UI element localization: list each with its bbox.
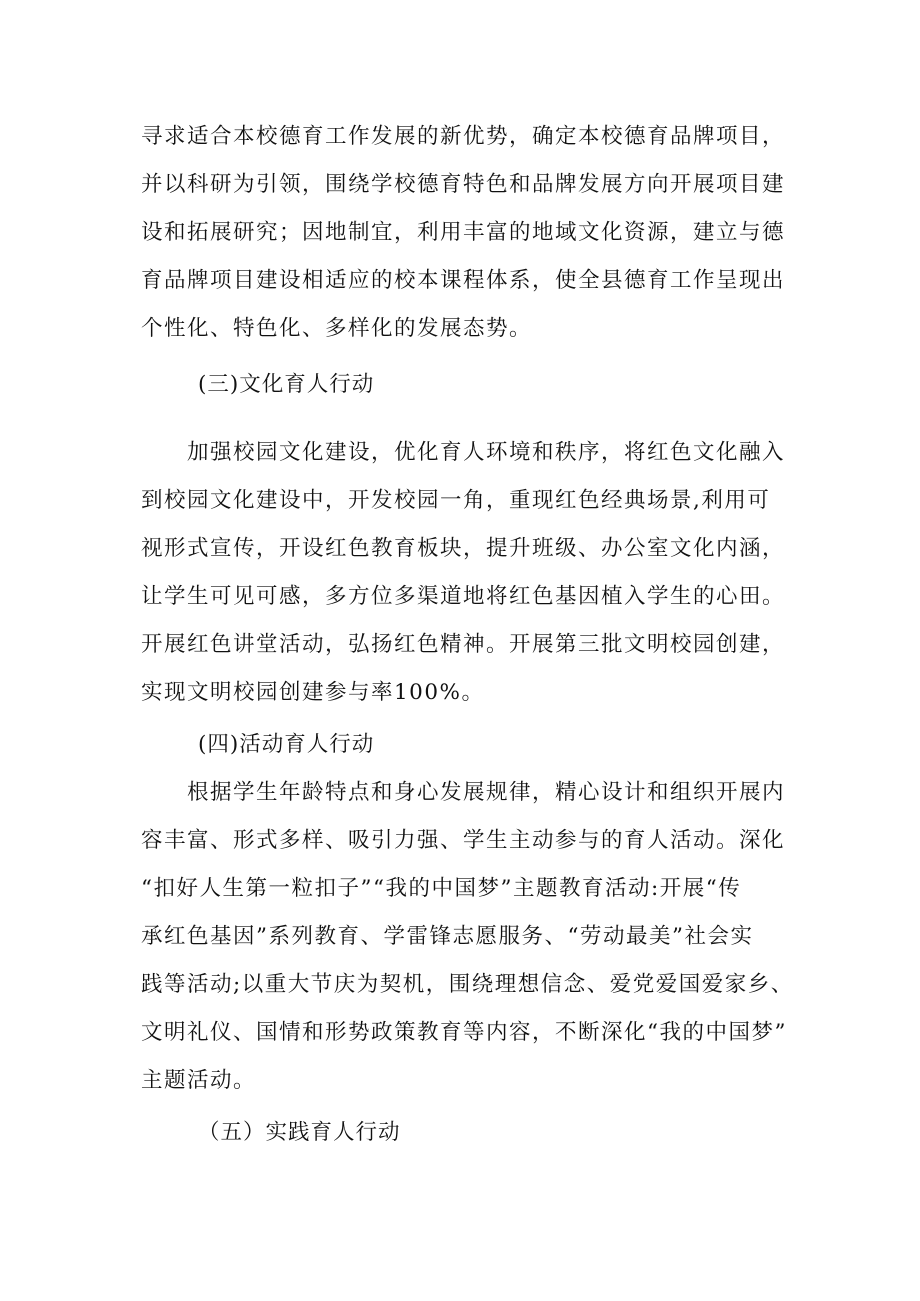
paragraph-line: 寻求适合本校德育工作发展的新优势，确定本校德育品牌项目， bbox=[141, 124, 786, 149]
section-heading-5: （五）实践育人行动 bbox=[198, 1120, 401, 1145]
paragraph-line: 承红色基因”系列教育、学雷锋志愿服务、“劳动最美”社会实 bbox=[141, 924, 754, 949]
section-heading-4: (四)活动育人行动 bbox=[198, 732, 375, 757]
paragraph-line: 个性化、特色化、多样化的发展态势。 bbox=[141, 316, 533, 341]
paragraph-line: 视形式宣传，开设红色教育板块，提升班级、办公室文化内涵， bbox=[141, 536, 786, 561]
paragraph-line: 加强校园文化建设，优化育人环境和秩序，将红色文化融入 bbox=[187, 440, 786, 465]
paragraph-line: 文明礼仪、国情和形势政策教育等内容，不断深化“我的中国梦” bbox=[141, 1020, 787, 1045]
paragraph-line: 容丰富、形式多样、吸引力强、学生主动参与的育人活动。深化 bbox=[141, 828, 786, 853]
paragraph-line: “扣好人生第一粒扣子”“我的中国梦”主题教育活动:开展“传 bbox=[141, 876, 742, 901]
paragraph-line: 主题活动。 bbox=[141, 1068, 257, 1093]
paragraph-line: 践等活动;以重大节庆为契机，围绕理想信念、爱党爱国爱家乡、 bbox=[141, 972, 794, 997]
paragraph-line: 根据学生年龄特点和身心发展规律，精心设计和组织开展内 bbox=[187, 780, 786, 805]
paragraph-line: 育品牌项目建设相适应的校本课程体系，使全县德育工作呈现出 bbox=[141, 268, 786, 293]
section-heading-3: (三)文化育人行动 bbox=[198, 372, 375, 397]
paragraph-line: 到校园文化建设中，开发校园一角，重现红色经典场景,利用可 bbox=[141, 488, 771, 513]
paragraph-line: 设和拓展研究；因地制宜，利用丰富的地域文化资源，建立与德 bbox=[141, 220, 786, 245]
paragraph-line: 实现文明校园创建参与率100%。 bbox=[141, 680, 485, 705]
paragraph-line: 并以科研为引领，围绕学校德育特色和品牌发展方向开展项目建 bbox=[141, 172, 786, 197]
paragraph-line: 开展红色讲堂活动，弘扬红色精神。开展第三批文明校园创建， bbox=[141, 632, 786, 657]
paragraph-line: 让学生可见可感，多方位多渠道地将红色基因植入学生的心田。 bbox=[141, 584, 786, 609]
